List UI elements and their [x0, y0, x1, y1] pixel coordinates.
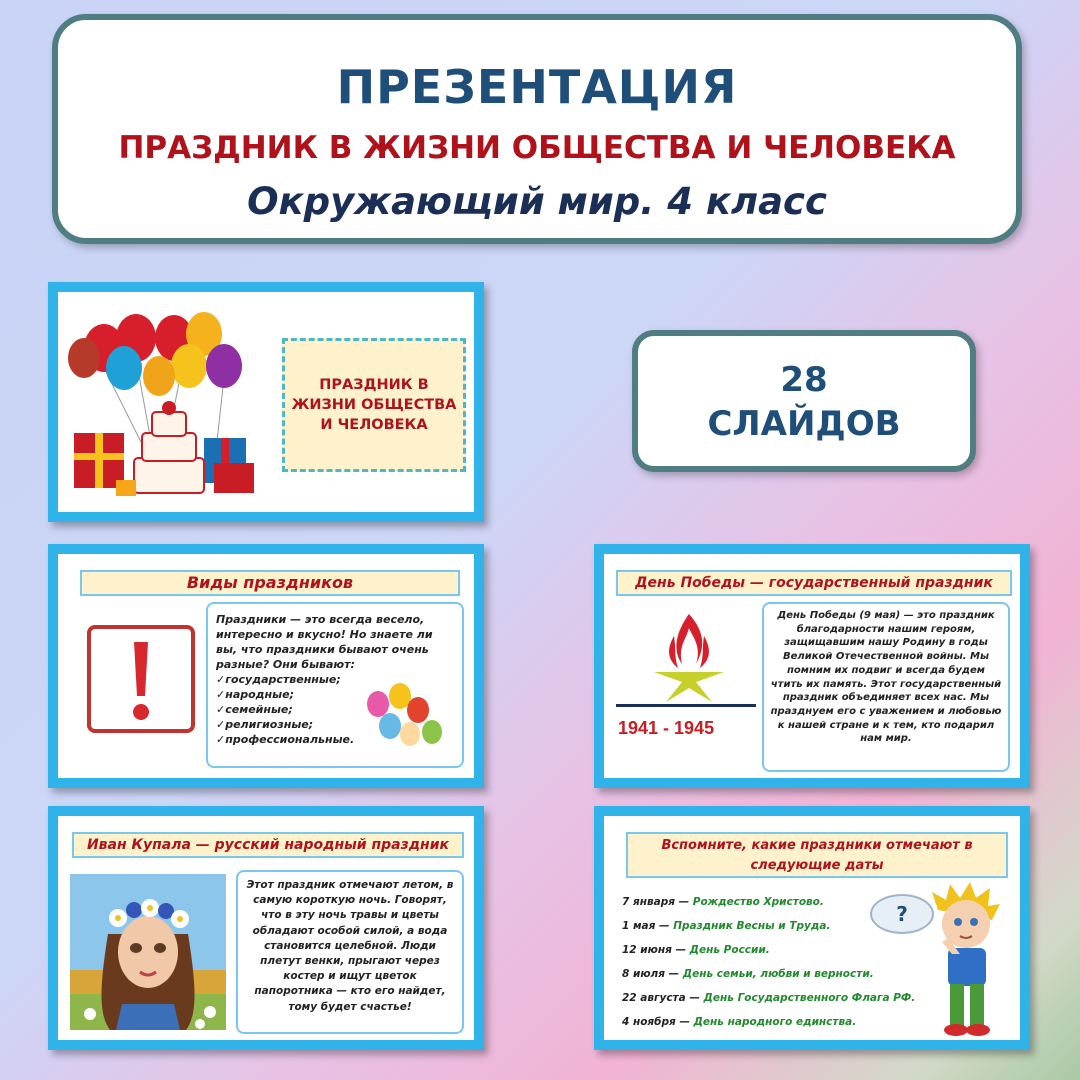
date-row-5: 22 августа — День Государственного Флага РФ.: [622, 992, 916, 1004]
date-row-6: 4 ноября — День народного единства.: [622, 1016, 857, 1028]
slide-preview-victory-day[interactable]: [594, 544, 1030, 788]
date-row-4-holiday: День семьи, любви и верности.: [682, 968, 874, 980]
date-row-4: 8 июля — День семьи, любви и верности.: [622, 968, 874, 980]
date-row-1-date: 7 января: [622, 896, 675, 908]
thinking-boy-illustration: [924, 880, 1006, 1040]
slide2-item-3: ✓семейные;: [216, 703, 293, 716]
slide1-title-line-3: И ЧЕЛОВЕКА: [320, 417, 428, 433]
divider-line: [616, 704, 756, 707]
date-row-2-date: 1 мая: [622, 920, 656, 932]
slide2-item-1: ✓государственные;: [216, 673, 341, 686]
slide2-item-5-text: профессиональные.: [225, 733, 355, 746]
balloons-small-icon: [360, 682, 450, 762]
date-row-5-date: 22 августа: [622, 992, 686, 1004]
header-title: ПРЕЗЕНТАЦИЯ: [336, 60, 738, 114]
slide2-item-2: ✓народные;: [216, 688, 294, 701]
balloons-cake-illustration: [64, 308, 264, 508]
slide-preview-dates-quiz[interactable]: [594, 806, 1030, 1050]
slide3-textbox: [762, 602, 1010, 772]
slide2-textbox: [206, 602, 464, 768]
slide2-intro: Праздники — это всегда весело, интересно и вкусно! Но знаете ли вы, что праздники бывают очень разные? Они бывают:: [216, 613, 433, 671]
date-row-2: 1 мая — Праздник Весны и Труда.: [622, 920, 831, 932]
date-row-6-date: 4 ноября: [622, 1016, 676, 1028]
date-row-1-holiday: Рождество Христово.: [692, 896, 824, 908]
slide4-title: Иван Купала — русский народный праздник: [72, 832, 464, 858]
slide1-title-box: [282, 338, 466, 472]
date-row-4-date: 8 июля: [622, 968, 665, 980]
slide2-item-4: ✓религиозные;: [216, 718, 314, 731]
header-card: [52, 14, 1022, 244]
date-row-5-holiday: День Государственного Флага РФ.: [703, 992, 916, 1004]
slide1-title-line-2: ЖИЗНИ ОБЩЕСТВА: [291, 397, 457, 413]
slides-count-number: 28: [780, 360, 828, 400]
date-row-6-holiday: День народного единства.: [693, 1016, 857, 1028]
date-row-2-holiday: Праздник Весны и Труда.: [673, 920, 831, 932]
slide1-title-line-1: ПРАЗДНИК В: [319, 377, 429, 393]
girl-wreath-illustration: [70, 874, 226, 1030]
slide2-item-3-text: семейные;: [225, 703, 293, 716]
slide3-text: День Победы (9 мая) — это праздник благодарности нашим героям, защищавшим нашу Родину в годы Великой Отечественной войны. Мы помним их подвиг и всегда будем чтить их память. Этот государственный праздник объединяет всех нас. Мы празднуем его с уважением и любовью к нашей стране и к тем, кто подарил нам мир.: [770, 610, 1002, 745]
question-bubble: ?: [870, 894, 934, 934]
slide2-item-5: ✓профессиональные.: [216, 733, 355, 746]
slide3-years: 1941 - 1945: [618, 718, 715, 738]
slide3-title: День Победы — государственный праздник: [616, 570, 1012, 596]
slides-count-badge: [632, 330, 976, 472]
slide4-text: Этот праздник отмечают летом, в самую короткую ночь. Говорят, что в эту ночь травы и цветы обладают особой силой, а вода становится целебной. Люди плетут венки, прыгают через костер и ищут цветок папоротника — кто его найдет, тому будет счастье!: [246, 879, 454, 1013]
slide4-textbox: [236, 870, 464, 1034]
slides-count-label: СЛАЙДОВ: [707, 404, 901, 444]
slide5-title: Вспомните, какие праздники отмечают в следующие даты: [626, 832, 1008, 878]
slide-preview-title[interactable]: [48, 282, 484, 522]
exclamation-icon: [86, 624, 196, 734]
date-row-1: 7 января — Рождество Христово.: [622, 896, 824, 908]
header-subtitle: ПРАЗДНИК В ЖИЗНИ ОБЩЕСТВА И ЧЕЛОВЕКА: [118, 130, 956, 166]
date-row-3: 12 июня — День России.: [622, 944, 770, 956]
slide2-item-4-text: религиозные;: [225, 718, 314, 731]
eternal-flame-icon: [634, 606, 744, 706]
date-row-3-holiday: День России.: [689, 944, 770, 956]
header-course: Окружающий мир. 4 класс: [247, 180, 827, 223]
slide2-item-1-text: государственные;: [225, 673, 341, 686]
date-row-3-date: 12 июня: [622, 944, 672, 956]
slide2-title: Виды праздников: [80, 570, 460, 596]
slide-preview-ivan-kupala[interactable]: [48, 806, 484, 1050]
slide-preview-types[interactable]: [48, 544, 484, 788]
slide2-item-2-text: народные;: [225, 688, 294, 701]
